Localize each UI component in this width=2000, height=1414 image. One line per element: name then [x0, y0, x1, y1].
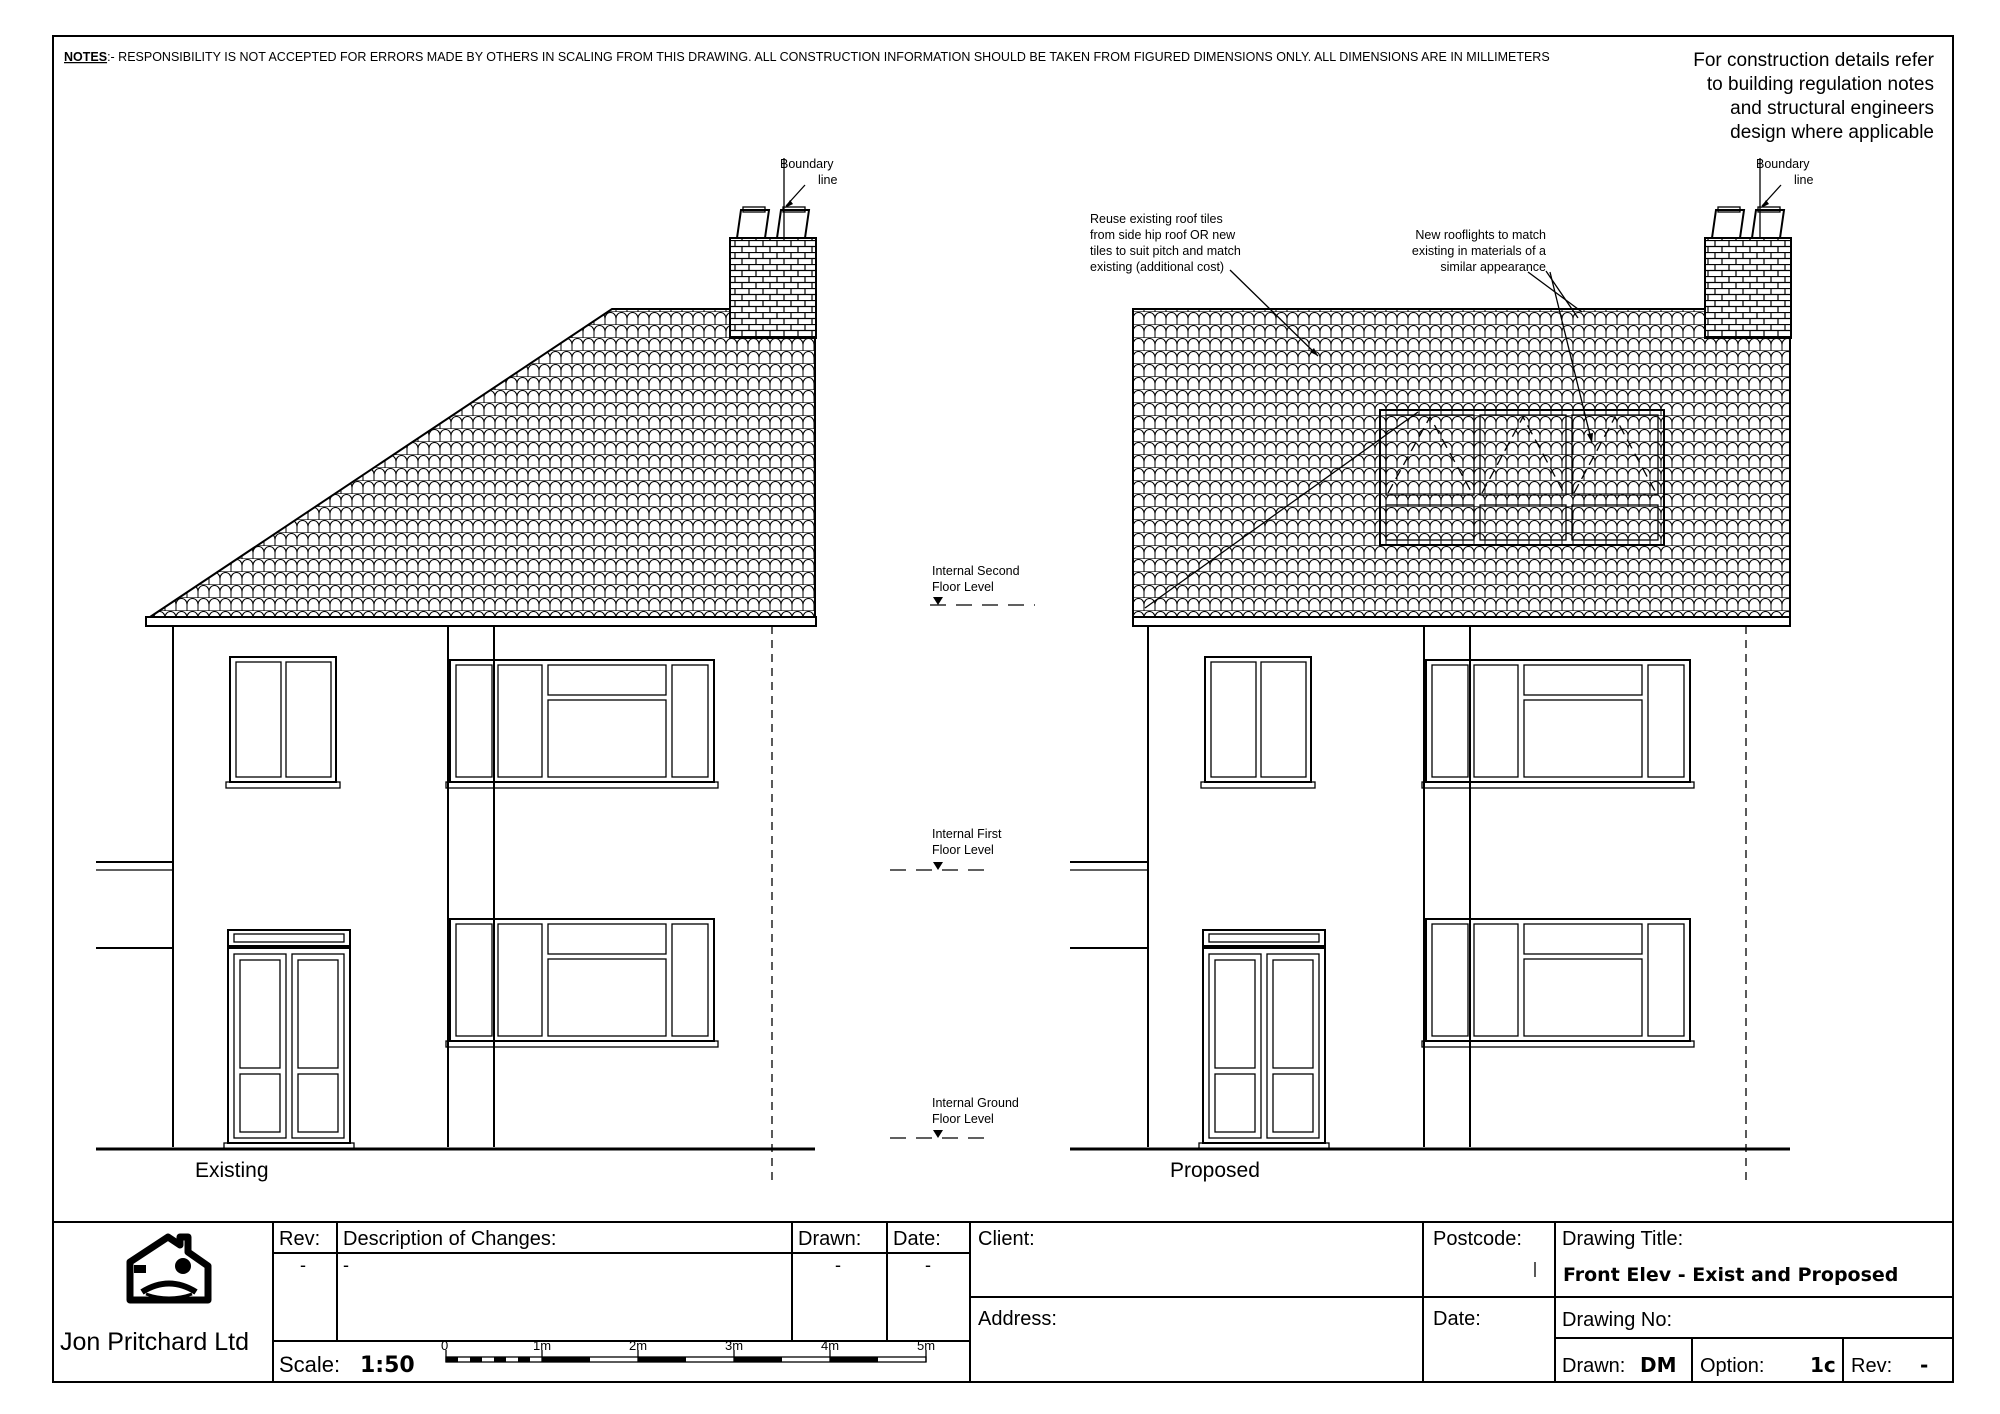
- svg-text:Description of Changes:: Description of Changes:: [343, 1228, 557, 1250]
- svg-text:Date:: Date:: [893, 1228, 941, 1250]
- svg-text:0: 0: [441, 1338, 449, 1353]
- existing-chimney: [730, 238, 816, 338]
- boundary-annotation-existing: [780, 157, 838, 238]
- svg-text:line: line: [818, 173, 838, 187]
- svg-text:Drawn:: Drawn:: [1562, 1355, 1626, 1377]
- notes-text: NOTES:- RESPONSIBILITY IS NOT ACCEPTED FOR ERRORS MADE BY OTHERS IN SCALING FROM THIS DRAWING. ALL CONSTRUCTION INFORMATION SHOULD BE TAKEN FROM FIGURED DIMENSIONS ONLY. ALL DIMENSIONS ARE IN MILLIMETERS: [64, 50, 1550, 64]
- svg-text:-: -: [343, 1255, 349, 1275]
- company-logo: [130, 1237, 208, 1300]
- svg-text:Internal Ground: Internal Ground: [932, 1096, 1019, 1110]
- proposed-roof: [1133, 309, 1790, 617]
- svg-text:Drawing No:: Drawing No:: [1562, 1309, 1673, 1331]
- svg-text:2m: 2m: [629, 1338, 648, 1353]
- svg-text:DM: DM: [1640, 1353, 1677, 1377]
- level-markers: [890, 564, 1035, 1138]
- svg-text:Floor Level: Floor Level: [932, 580, 994, 594]
- sheet-border: [53, 36, 1953, 1382]
- svg-text:and structural engineers: and structural engineers: [1730, 98, 1934, 119]
- svg-text:Drawing Title:: Drawing Title:: [1562, 1228, 1684, 1250]
- svg-text:Reuse existing roof tiles: Reuse existing roof tiles: [1090, 212, 1223, 226]
- svg-text:similar appearance: similar appearance: [1440, 260, 1546, 274]
- svg-text:Client:: Client:: [978, 1228, 1035, 1250]
- svg-text:Rev:: Rev:: [279, 1228, 321, 1250]
- svg-text:New rooflights to match: New rooflights to match: [1415, 228, 1546, 242]
- svg-text:1c: 1c: [1810, 1353, 1836, 1377]
- svg-text:Floor Level: Floor Level: [932, 843, 994, 857]
- svg-text:Boundary: Boundary: [1756, 157, 1810, 171]
- svg-text:4m: 4m: [821, 1338, 840, 1353]
- existing-roof: [150, 309, 815, 617]
- proposed-window-upper-left: [1201, 657, 1315, 788]
- proposed-elevation: [1070, 207, 1791, 1182]
- svg-text:Floor Level: Floor Level: [932, 1112, 994, 1126]
- svg-text:Internal First: Internal First: [932, 827, 1002, 841]
- svg-text:Rev:: Rev:: [1851, 1355, 1893, 1377]
- svg-text:Internal Second: Internal Second: [932, 564, 1020, 578]
- existing-elevation: [96, 207, 816, 1182]
- svg-text:existing (additional cost): existing (additional cost): [1090, 260, 1225, 274]
- svg-text:-: -: [925, 1255, 931, 1275]
- existing-window-upper-bay: [446, 660, 718, 788]
- existing-label: Existing: [195, 1159, 269, 1182]
- svg-text:Boundary: Boundary: [780, 157, 834, 171]
- existing-window-lower-bay: [446, 919, 718, 1047]
- svg-text:Option:: Option:: [1700, 1355, 1765, 1377]
- construction-note: [1693, 50, 1934, 143]
- svg-text:1m: 1m: [533, 1338, 552, 1353]
- existing-door: [224, 930, 354, 1149]
- svg-text:tiles to suit pitch and match: tiles to suit pitch and match: [1090, 244, 1241, 258]
- svg-text:to building regulation notes: to building regulation notes: [1706, 74, 1934, 95]
- svg-text:Drawn:: Drawn:: [798, 1228, 862, 1250]
- title-block: [53, 1222, 1953, 1382]
- proposed-label: Proposed: [1170, 1159, 1260, 1182]
- svg-text:-: -: [300, 1255, 306, 1275]
- svg-text:line: line: [1794, 173, 1814, 187]
- svg-text:from side hip roof OR new: from side hip roof OR new: [1090, 228, 1236, 242]
- svg-text:-: -: [835, 1255, 841, 1275]
- proposed-chimney: [1705, 238, 1791, 338]
- drawing-title: Front Elev - Exist and Proposed: [1563, 1264, 1899, 1286]
- proposed-window-upper-bay: [1422, 660, 1694, 788]
- svg-text:For construction details refer: For construction details refer: [1693, 50, 1934, 71]
- boundary-annotation-proposed: [1756, 157, 1814, 238]
- proposed-door: [1199, 930, 1329, 1149]
- svg-text:Scale:: Scale:: [279, 1352, 341, 1377]
- svg-text:Address:: Address:: [978, 1308, 1057, 1330]
- company-name: Jon Pritchard Ltd: [60, 1328, 249, 1356]
- svg-text:3m: 3m: [725, 1338, 744, 1353]
- svg-text:design where applicable: design where applicable: [1730, 122, 1934, 143]
- svg-text:Date:: Date:: [1433, 1308, 1481, 1330]
- svg-text:1:50: 1:50: [360, 1353, 415, 1378]
- proposed-window-lower-bay: [1422, 919, 1694, 1047]
- svg-text:existing in materials of a: existing in materials of a: [1411, 244, 1546, 258]
- existing-window-upper-left: [226, 657, 340, 788]
- svg-text:-: -: [1920, 1353, 1929, 1377]
- svg-text:Postcode:: Postcode:: [1433, 1228, 1522, 1250]
- svg-text:5m: 5m: [917, 1338, 936, 1353]
